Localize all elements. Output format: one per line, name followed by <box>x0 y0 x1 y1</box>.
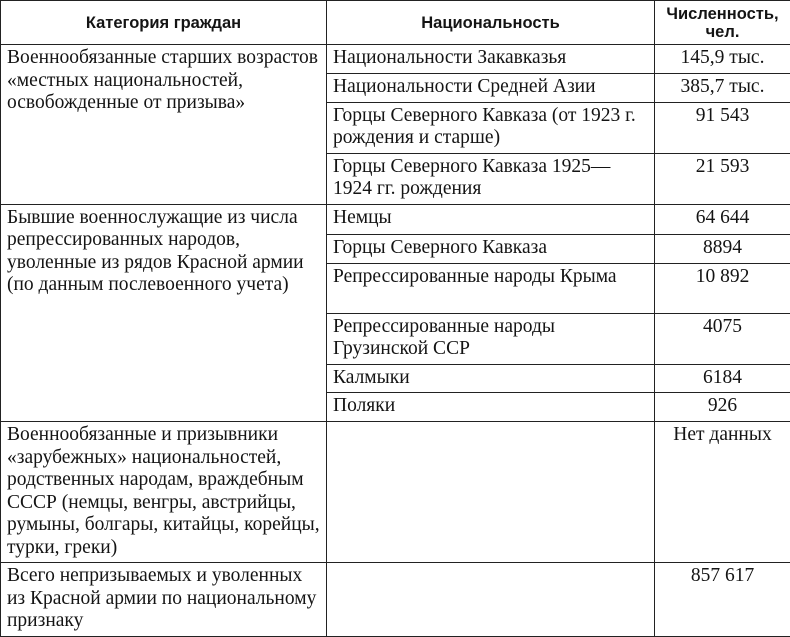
nationality-cell: Горцы Северного Кавказа 1925—1924 гг. рождения <box>327 153 655 204</box>
nationality-cell: Горцы Северного Кавказа <box>327 234 655 263</box>
header-nationality: Национальность <box>327 1 655 45</box>
header-count: Численность, чел. <box>655 1 790 45</box>
count-cell: 857 617 <box>655 563 790 637</box>
header-category: Категория граждан <box>1 1 327 45</box>
table-row <box>1 204 790 234</box>
table-row <box>1 45 790 74</box>
count-cell: 21 593 <box>655 153 790 204</box>
count-cell: 385,7 тыс. <box>655 73 790 102</box>
nationality-cell <box>327 563 655 637</box>
category-cell: Всего непризываемых и уволенных из Красной армии по национальному признаку <box>1 563 327 637</box>
nationality-cell: Национальности Средней Азии <box>327 73 655 102</box>
count-cell: 6184 <box>655 364 790 393</box>
nationality-cell <box>327 422 655 563</box>
category-cell: Военнообязанные и призывники «зарубежных» национальностей, родственных народам, враждебным СССР (немцы, венгры, австрийцы, румыны, болгары, китайцы, корейцы, турки, греки) <box>1 422 327 563</box>
count-cell: 91 543 <box>655 102 790 153</box>
count-cell: Нет данных <box>655 422 790 563</box>
category-cell: Военнообязанные старших возрастов «местных национальностей, освобожденные от призыва» <box>1 45 327 205</box>
count-cell: 4075 <box>655 313 790 364</box>
count-cell: 10 892 <box>655 263 790 313</box>
header-row <box>1 1 790 45</box>
count-cell: 8894 <box>655 234 790 263</box>
table-body <box>1 45 790 637</box>
nationality-cell: Горцы Северного Кавказа (от 1923 г. рождения и старше) <box>327 102 655 153</box>
table-row <box>1 422 790 563</box>
nationality-cell: Репрессированные народы Грузинской ССР <box>327 313 655 364</box>
count-cell: 926 <box>655 393 790 422</box>
nationality-cell: Репрессированные народы Крыма <box>327 263 655 313</box>
count-cell: 64 644 <box>655 204 790 234</box>
nationality-cell: Поляки <box>327 393 655 422</box>
nationality-cell: Калмыки <box>327 364 655 393</box>
table-row <box>1 563 790 637</box>
category-cell: Бывшие военнослужащие из числа репрессированных народов, уволенные из рядов Красной армии (по данным послевоенного учета) <box>1 204 327 422</box>
count-cell: 145,9 тыс. <box>655 45 790 74</box>
nationality-cell: Немцы <box>327 204 655 234</box>
nationality-cell: Национальности Закавказья <box>327 45 655 74</box>
table-header <box>1 1 790 45</box>
